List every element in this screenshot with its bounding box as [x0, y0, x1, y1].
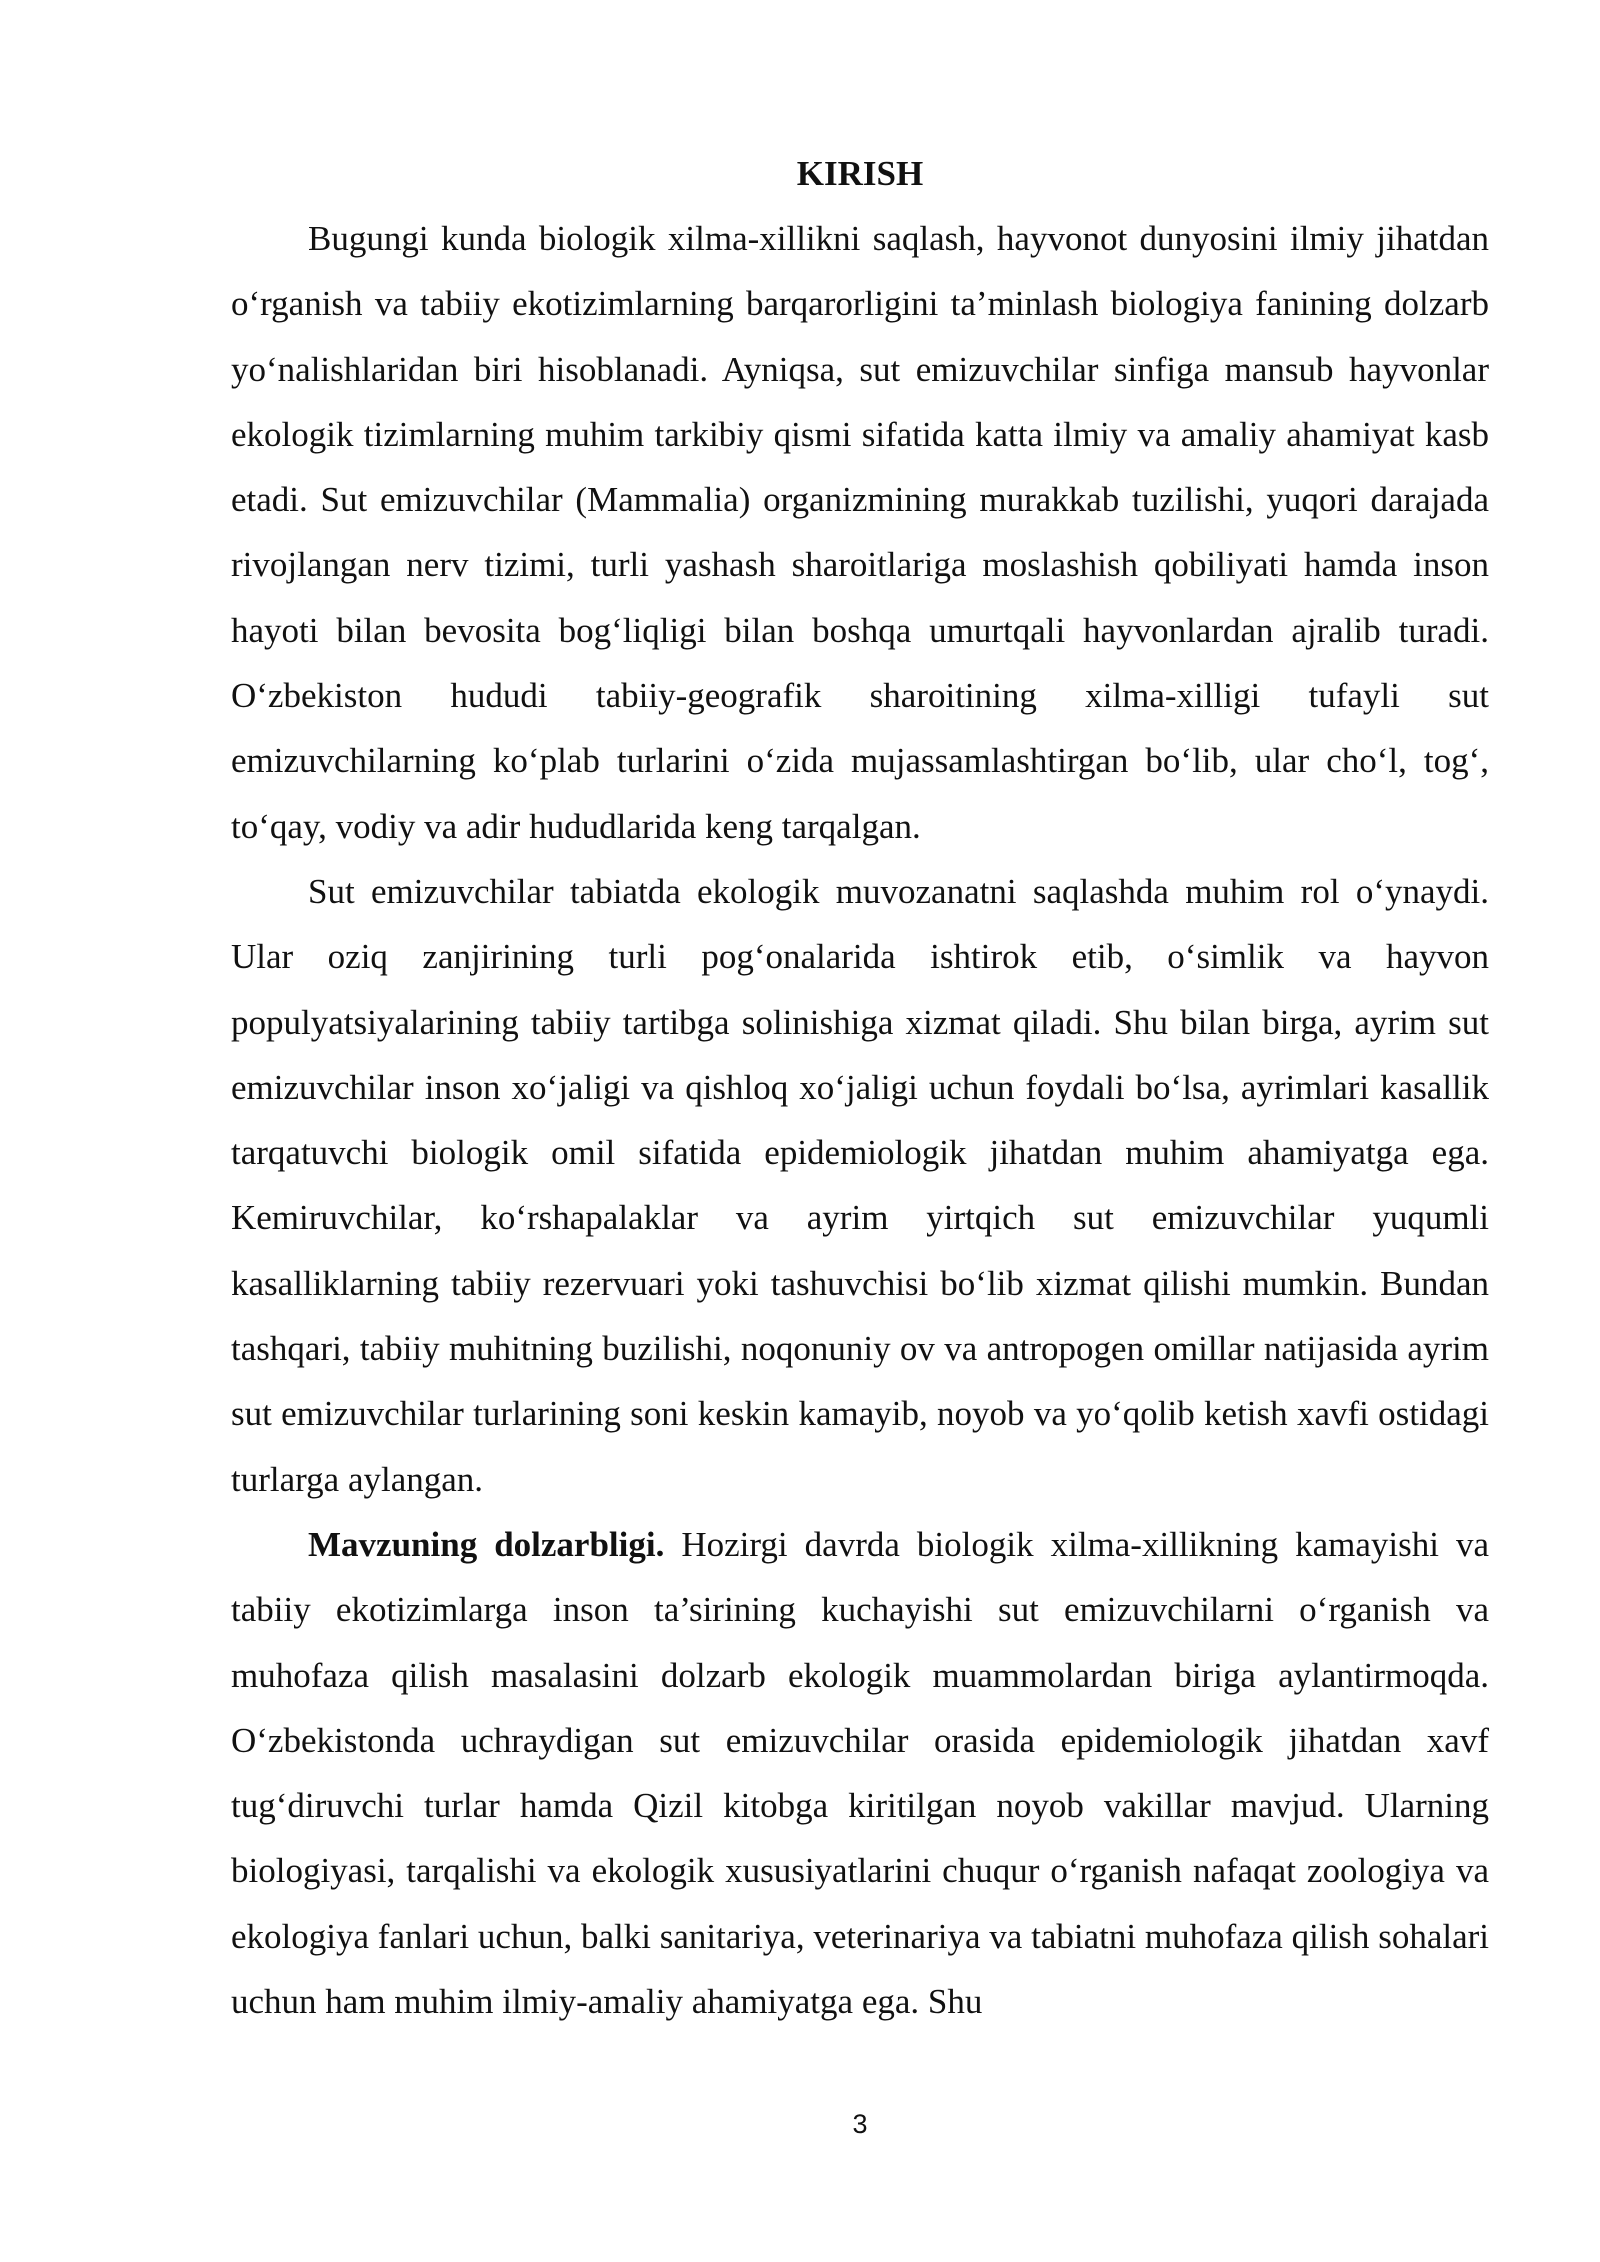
paragraph-2-text: Sut emizuvchilar tabiatda ekologik muvozanatni saqlashda muhim rol o‘ynaydi. Ular oziq zanjirining turli pog‘onalarida ishtirok etib, o‘simlik va hayvon populyatsiyalarining tabiiy tartibga solinishiga xizmat qiladi. Shu bilan birga, ayrim sut emizuvchilar inson xo‘jaligi va qishloq xo‘jaligi uchun foydali bo‘lsa, ayrimlari kasallik tarqatuvchi biologik omil sifatida epidemiologik jihatdan muhim ahamiyatga ega. Kemiruvchilar, ko‘rshapalaklar va ayrim yirtqich sut emizuvchilar yuqumli kasalliklarning tabiiy rezervuari yoki tashuvchisi bo‘lib xizmat qilishi mumkin. Bundan tashqari, tabiiy muhitning buzilishi, noqonuniy ov va antropogen omillar natijasida ayrim sut emizuvchilar turlarining soni keskin kamayib, noyob va yo‘qolib ketish xavfi ostidagi turlarga aylangan.: [231, 871, 1489, 1499]
paragraph-3: [231, 1512, 1489, 2034]
paragraph-3-text: Hozirgi davrda biologik xilma-xillikning kamayishi va tabiiy ekotizimlarga inson ta’sirining kuchayishi sut emizuvchilarni o‘rganish va muhofaza qilish masalasini dolzarb ekologik muammolardan biriga aylantirmoqda. O‘zbekistonda uchraydigan sut emizuvchilar orasida epidemiologik jihatdan xavf tug‘diruvchi turlar hamda Qizil kitobga kiritilgan noyob vakillar mavjud. Ularning biologiyasi, tarqalishi va ekologik xususiyatlarini chuqur o‘rganish nafaqat zoologiya va ekologiya fanlari uchun, balki sanitariya, veterinariya va tabiatni muhofaza qilish sohalari uchun ham muhim ilmiy-amaliy ahamiyatga ega. Shu: [231, 1524, 1489, 2022]
section-title: KIRISH: [796, 154, 924, 193]
page-number: 3: [852, 2109, 868, 2139]
paragraph-1-text: Bugungi kunda biologik xilma-xillikni saqlash, hayvonot dunyosini ilmiy jihatdan o‘rganish va tabiiy ekotizimlarning barqarorligini ta’minlash biologiya fanining dolzarb yo‘nalishlaridan biri hisoblanadi. Ayniqsa, sut emizuvchilar sinfiga mansub hayvonlar ekologik tizimlarning muhim tarkibiy qismi sifatida katta ilmiy va amaliy ahamiyat kasb etadi. Sut emizuvchilar (Mammalia) organizmining murakkab tuzilishi, yuqori darajada rivojlangan nerv tizimi, turli yashash sharoitlariga moslashish qobiliyati hamda inson hayoti bilan bevosita bog‘liqligi bilan boshqa umurtqali hayvonlardan ajralib turadi. O‘zbekiston hududi tabiiy-geografik sharoitining xilma-xilligi tufayli sut emizuvchilarning ko‘plab turlarini o‘zida mujassamlashtirgan bo‘lib, ular cho‘l, tog‘, to‘qay, vodiy va adir hududlarida keng tarqalgan.: [231, 219, 1489, 846]
paragraph-1: [231, 206, 1489, 859]
paragraph-2: [231, 859, 1489, 1512]
document-body: [231, 150, 1489, 2034]
paragraph-3-lead: Mavzuning dolzarbligi.: [308, 1524, 665, 1564]
